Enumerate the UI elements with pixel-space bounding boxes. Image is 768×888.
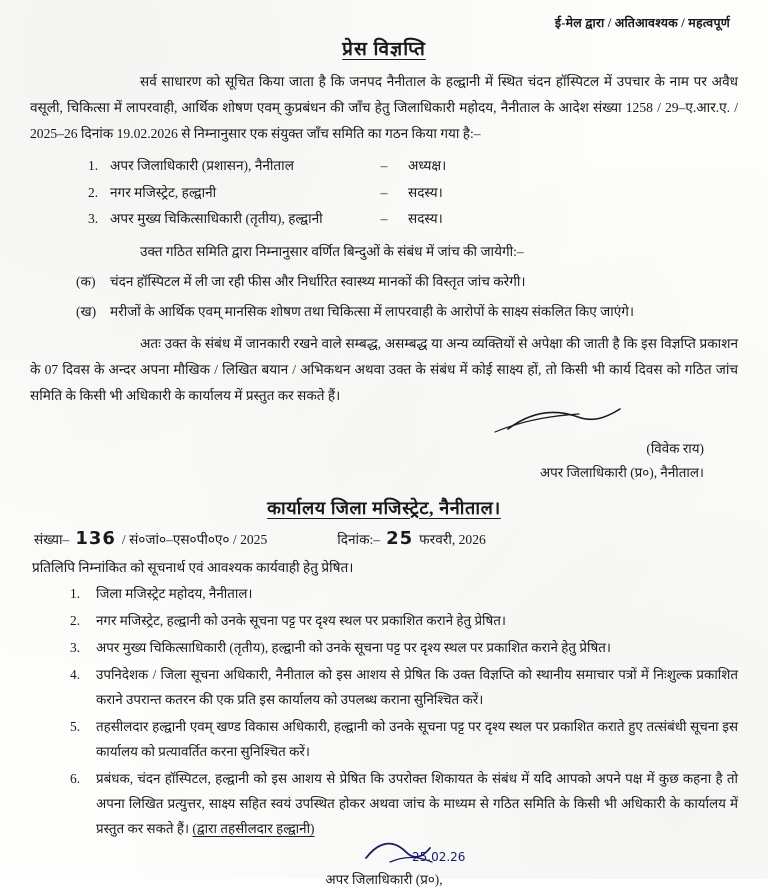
- signature-name: (विवेक राय): [646, 441, 704, 457]
- recipient-text: नगर मजिस्ट्रेट, हल्द्वानी को उनके सूचना पट्ट पर दृश्य स्थल पर प्रकाशित कराने हेतु प्रेषित।: [96, 613, 506, 629]
- committee-item-dash: –: [380, 211, 388, 227]
- list-item: [30, 767, 738, 842]
- recipient-text: [96, 767, 738, 842]
- scope-point-text: मरीजों के आर्थिक एवम् मानसिक शोषण तथा चिकित्सा में लापरवाही के आरोपों के साक्ष्य संकलित किए जाएंगे।: [110, 303, 635, 319]
- number-suffix: / सं०जां०–एस०पी०ए० / 2025: [121, 531, 268, 547]
- committee-item-name: अपर मुख्य चिकित्साधिकारी (तृतीय), हल्द्वानी: [110, 211, 323, 227]
- recipient-text: जिला मजिस्ट्रेट महोदय, नैनीताल।: [96, 586, 253, 602]
- list-item: [30, 269, 738, 295]
- intro-paragraph: सर्व साधारण को सूचित किया जाता है कि जनपद नैनीताल के हल्द्वानी में स्थित चंदन हॉस्पिटल में उपचार के नाम पर अवैध वसूली, चिकित्सा में लापरवाही, आर्थिक शोषण एवम् कुप्रबंधन की जाँच हेतु जिलाधिकारी महोदय, नैनीताल के आदेश संख्या 1258 / 29–ए.आर.ए. / 2025–26 दिनांक 19.02.2026 से निम्नानुसार एक संयुक्त जाँच समिति का गठन किया गया है:–: [30, 74, 738, 142]
- committee-item-number: 3.: [88, 211, 99, 227]
- list-item: [30, 180, 738, 207]
- recipient-number: 6.: [70, 770, 81, 786]
- recipient-text-body: प्रबंधक, चंदन हॉस्पिटल, हल्द्वानी को इस आशय से प्रेषित कि उपरोक्त शिकायत के संबंध में यदि आपको अपने पक्ष में कुछ कहना है तो अपना लिखित प्रत्युत्तर, साक्ष्य सहित स्वयं उपस्थित होकर अथवा जांच के माध्यम से गठित समिति के किसी भी अधिकारी के कार्यालय में प्रस्तुत कर सकते हैं।: [96, 770, 738, 836]
- page-title: प्रेस विज्ञप्ति: [342, 39, 426, 60]
- list-item: [30, 153, 738, 180]
- signature-designation: अपर जिलाधिकारी (प्र०), नैनीताल।: [539, 465, 704, 481]
- list-item: [30, 663, 738, 713]
- recipient-text-note: (द्वारा तहसीलदार हल्द्वानी): [192, 820, 315, 836]
- date-value: 25: [386, 527, 414, 549]
- copy-forward-line: प्रतिलिपि निम्नांकित को सूचनार्थ एवं आवश्यक कार्यवाही हेतु प्रेषित।: [32, 559, 354, 575]
- document-top-note: ई-मेल द्वारा / अतिआवश्यक / महत्वपूर्ण: [554, 16, 730, 30]
- committee-list: [30, 153, 738, 233]
- list-item: [30, 715, 738, 765]
- signature-squiggle-icon: [504, 405, 624, 435]
- recipient-text: अपर मुख्य चिकित्साधिकारी (तृतीय), हल्द्वानी को उनके सूचना पट्ट पर दृश्य स्थल पर प्रकाशित कराने हेतु प्रेषित।: [96, 640, 611, 656]
- handwritten-signature-mark: [30, 415, 704, 441]
- footer-signature-block: [30, 844, 738, 888]
- date-rest: फरवरी, 2026: [419, 531, 486, 547]
- number-label: संख्या–: [34, 531, 70, 547]
- committee-item-number: 1.: [88, 158, 99, 174]
- signature-block: [30, 415, 738, 485]
- list-item: [30, 636, 738, 661]
- committee-item-name: अपर जिलाधिकारी (प्रशासन), नैनीताल: [110, 158, 294, 174]
- recipient-number: 5.: [70, 719, 81, 735]
- recipient-number: 1.: [70, 586, 81, 602]
- scope-points-list: [30, 269, 738, 325]
- closing-paragraph: अतः उक्त के संबंध में जानकारी रखने वाले सम्बद्ध, असम्बद्ध या अन्य व्यक्तियों से अपेक्षा की जाती है कि इस विज्ञप्ति प्रकाशन के 07 दिवस के अन्दर अपना मौखिक / लिखित बयान / अभिकथन अथवा उक्त के संबंध में कोई साक्ष्य हों, तो किसी भी कार्य दिवस को गठित जांच समिति के किसी भी अधिकारी के कार्यालय में प्रस्तुत कर सकते हैं।: [30, 336, 738, 404]
- recipient-number: 4.: [70, 667, 81, 683]
- recipient-text: उपनिदेशक / जिला सूचना अधिकारी, नैनीताल को इस आशय से प्रेषित कि उक्त विज्ञप्ति को स्थानीय समाचार पत्रों में निःशुल्क प्रकाशित कराने उपरान्त कतरन की एक प्रति इस कार्यालय को उपलब्ध कराना सुनिश्चित करें।: [96, 667, 738, 708]
- committee-item-role: अध्यक्ष।: [408, 158, 447, 174]
- list-item: [30, 582, 738, 607]
- office-heading: कार्यालय जिला मजिस्ट्रेट, नैनीताल।: [267, 497, 501, 518]
- list-item: [30, 609, 738, 634]
- recipient-number: 2.: [70, 613, 81, 629]
- number-value: 136: [75, 527, 116, 549]
- committee-item-number: 2.: [88, 184, 99, 200]
- recipient-text: तहसीलदार हल्द्वानी एवम् खण्ड विकास अधिकारी, हल्द्वानी को उनके सूचना पट्ट पर दृश्य स्थल पर प्रकाशित कराते हुए तत्संबंधी सूचना इस कार्यालय को प्रत्यावर्तित करना सुनिश्चित करें।: [96, 719, 738, 759]
- date-label: दिनांक:–: [337, 531, 381, 547]
- footer-designation: अपर जिलाधिकारी (प्र०),: [325, 871, 443, 887]
- committee-item-name: नगर मजिस्ट्रेट, हल्द्वानी: [110, 184, 217, 200]
- scope-point-marker: (ख): [76, 303, 97, 319]
- scope-point-marker: (क): [76, 273, 96, 289]
- recipients-list: [30, 582, 738, 841]
- scope-intro-paragraph: उक्त गठित समिति द्वारा निम्नानुसार वर्णित बिन्दुओं के संबंध में जांच की जायेगी:–: [140, 243, 524, 259]
- committee-item-dash: –: [380, 158, 388, 174]
- committee-item-dash: –: [380, 184, 388, 200]
- scope-point-text: चंदन हॉस्पिटल में ली जा रही फीस और निर्धारित स्वास्थ्य मानकों की विस्तृत जांच करेगी।: [110, 273, 526, 289]
- committee-item-role: सदस्य।: [408, 184, 443, 200]
- recipient-number: 3.: [70, 640, 81, 656]
- committee-item-role: सदस्य।: [408, 211, 443, 227]
- footer-date-handwritten: 25.02.26: [412, 849, 466, 864]
- list-item: [30, 206, 738, 233]
- footer-handwritten-signature-mark: [30, 844, 738, 872]
- number-date-row: [30, 528, 738, 549]
- list-item: [30, 299, 738, 325]
